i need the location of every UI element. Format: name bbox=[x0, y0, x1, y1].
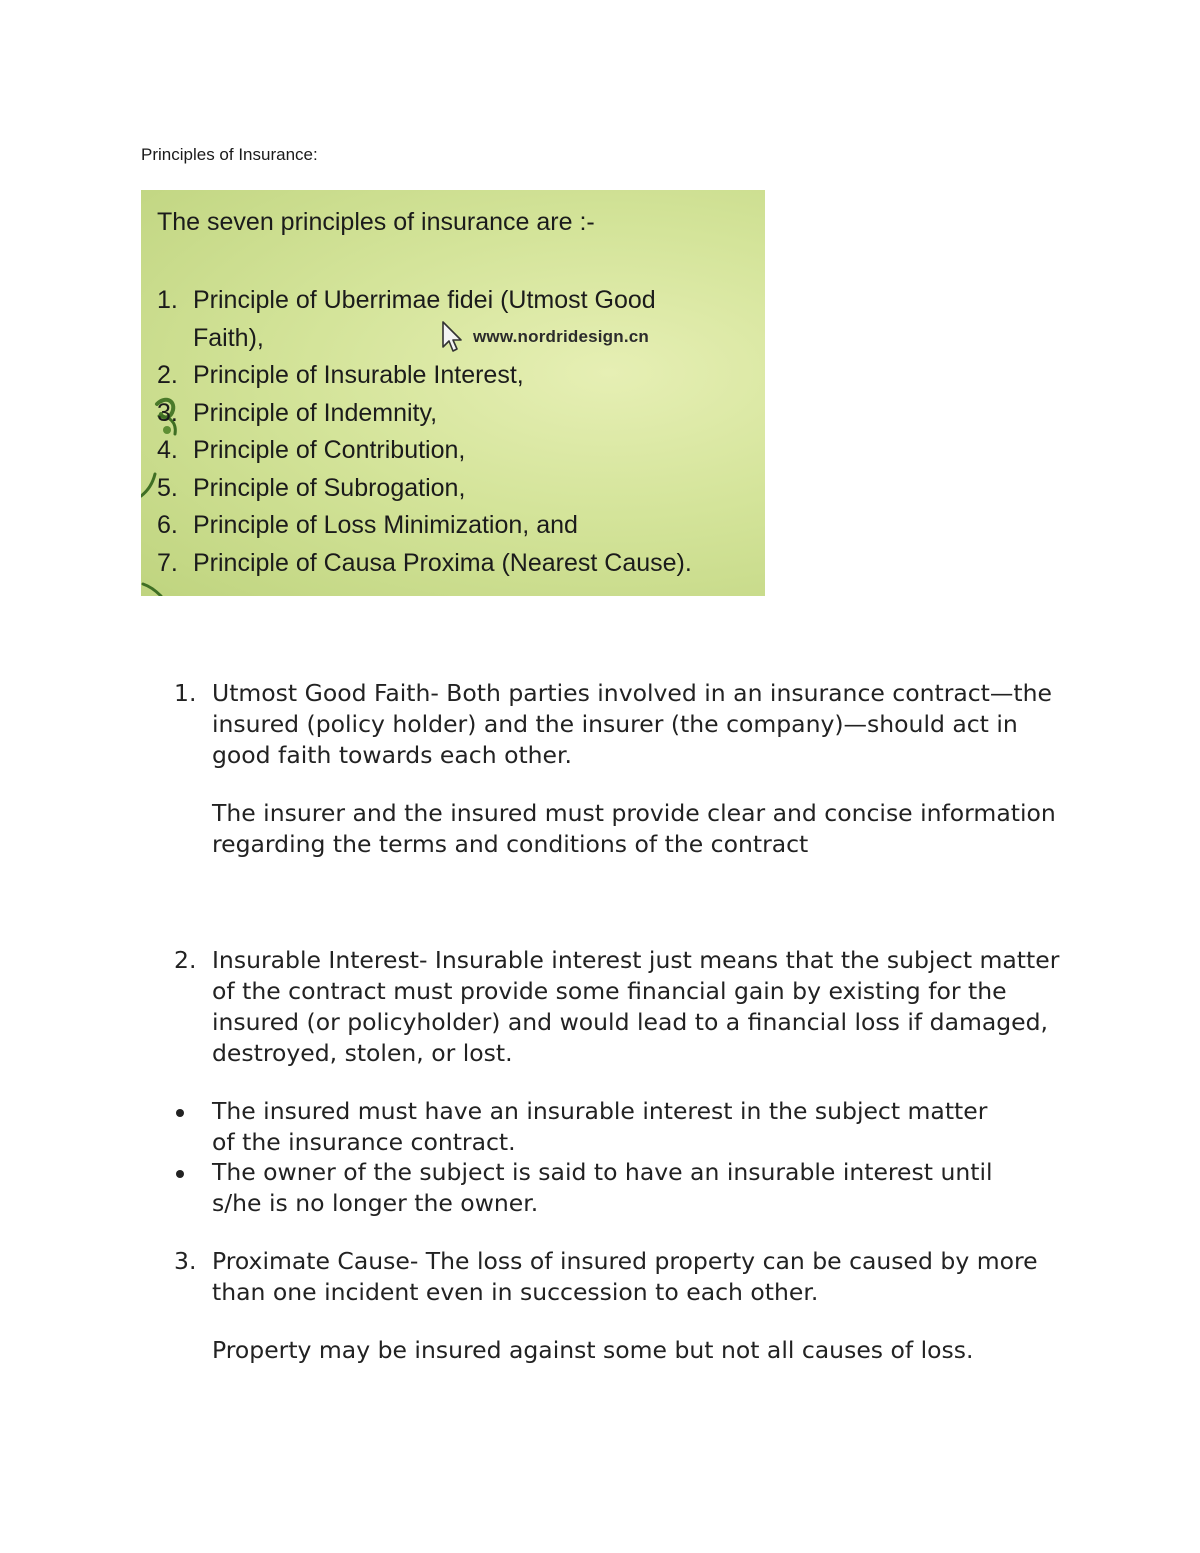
bullet-icon bbox=[176, 1109, 184, 1117]
slide-list-item bbox=[157, 282, 692, 320]
slide-list-text: Faith), bbox=[193, 323, 264, 352]
slide-list-text: Principle of Indemnity, bbox=[193, 398, 438, 427]
mouse-cursor-icon bbox=[441, 320, 465, 354]
bullet-text: The insured must have an insurable interest in the subject matter of the insurance contract. bbox=[212, 1097, 988, 1156]
slide-heading: The seven principles of insurance are :- bbox=[157, 208, 595, 236]
slide-list-number: 7. bbox=[157, 548, 178, 577]
slide-list-item bbox=[157, 357, 692, 395]
slide-list-number: 3. bbox=[157, 398, 178, 427]
item-text: Utmost Good Faith- Both parties involved in an insurance contract—the insured (policy holder) and the insurer (the company)—should act in good faith towards each other. bbox=[212, 679, 1052, 769]
slide-list-text: Principle of Contribution, bbox=[193, 436, 466, 464]
item-text: Proximate Cause- The loss of insured property can be caused by more than one incident even in succession to each other. bbox=[212, 1247, 1038, 1306]
slide-list-number: 4. bbox=[157, 436, 178, 464]
numbered-item-proximate-cause bbox=[174, 1246, 1042, 1308]
list-number: 2. bbox=[174, 946, 197, 974]
watermark bbox=[441, 320, 649, 354]
document-title: Principles of Insurance: bbox=[141, 145, 318, 164]
bullet-item bbox=[212, 1096, 1012, 1158]
list-number: 1. bbox=[174, 679, 197, 707]
bullet-text: The owner of the subject is said to have an insurable interest until s/he is no longer the owner. bbox=[212, 1158, 993, 1217]
slide-list-number: 2. bbox=[157, 361, 178, 389]
slide-list-text: Principle of Uberrimae fidei (Utmost Good bbox=[193, 286, 656, 314]
watermark-text: www.nordridesign.cn bbox=[473, 327, 650, 346]
slide-list-item bbox=[157, 545, 692, 583]
slide-list-text: Principle of Insurable Interest, bbox=[193, 361, 524, 389]
slide-list-text: Principle of Subrogation, bbox=[193, 473, 466, 502]
slide-list-item bbox=[157, 470, 692, 508]
bullet-item bbox=[212, 1157, 1042, 1219]
slide-list-text: Principle of Loss Minimization, and bbox=[193, 511, 578, 539]
slide-list-number: 6. bbox=[157, 511, 178, 539]
paragraph: The insurer and the insured must provide clear and concise information regarding the terms and conditions of the contract bbox=[212, 799, 1056, 858]
item-text: Insurable Interest- Insurable interest just means that the subject matter of the contract must provide some financial gain by existing for the insured (or policyholder) and would lead to a financial loss if damaged, destroyed, stolen, or lost. bbox=[212, 946, 1060, 1067]
slide-list-text: Principle of Causa Proxima (Nearest Cause). bbox=[193, 548, 692, 577]
numbered-item-utmost-good-faith bbox=[174, 678, 1062, 771]
principles-slide-image bbox=[141, 190, 765, 596]
slide-list-number: 5. bbox=[157, 473, 178, 502]
slide-list-item bbox=[157, 507, 692, 545]
bullet-icon bbox=[176, 1170, 184, 1178]
list-number: 3. bbox=[174, 1247, 197, 1275]
slide-list-number: 1. bbox=[157, 286, 178, 314]
paragraph: Property may be insured against some but not all causes of loss. bbox=[212, 1336, 974, 1364]
numbered-item-insurable-interest bbox=[174, 945, 1062, 1069]
slide-list-item bbox=[157, 432, 692, 470]
slide-list-item bbox=[157, 395, 692, 433]
